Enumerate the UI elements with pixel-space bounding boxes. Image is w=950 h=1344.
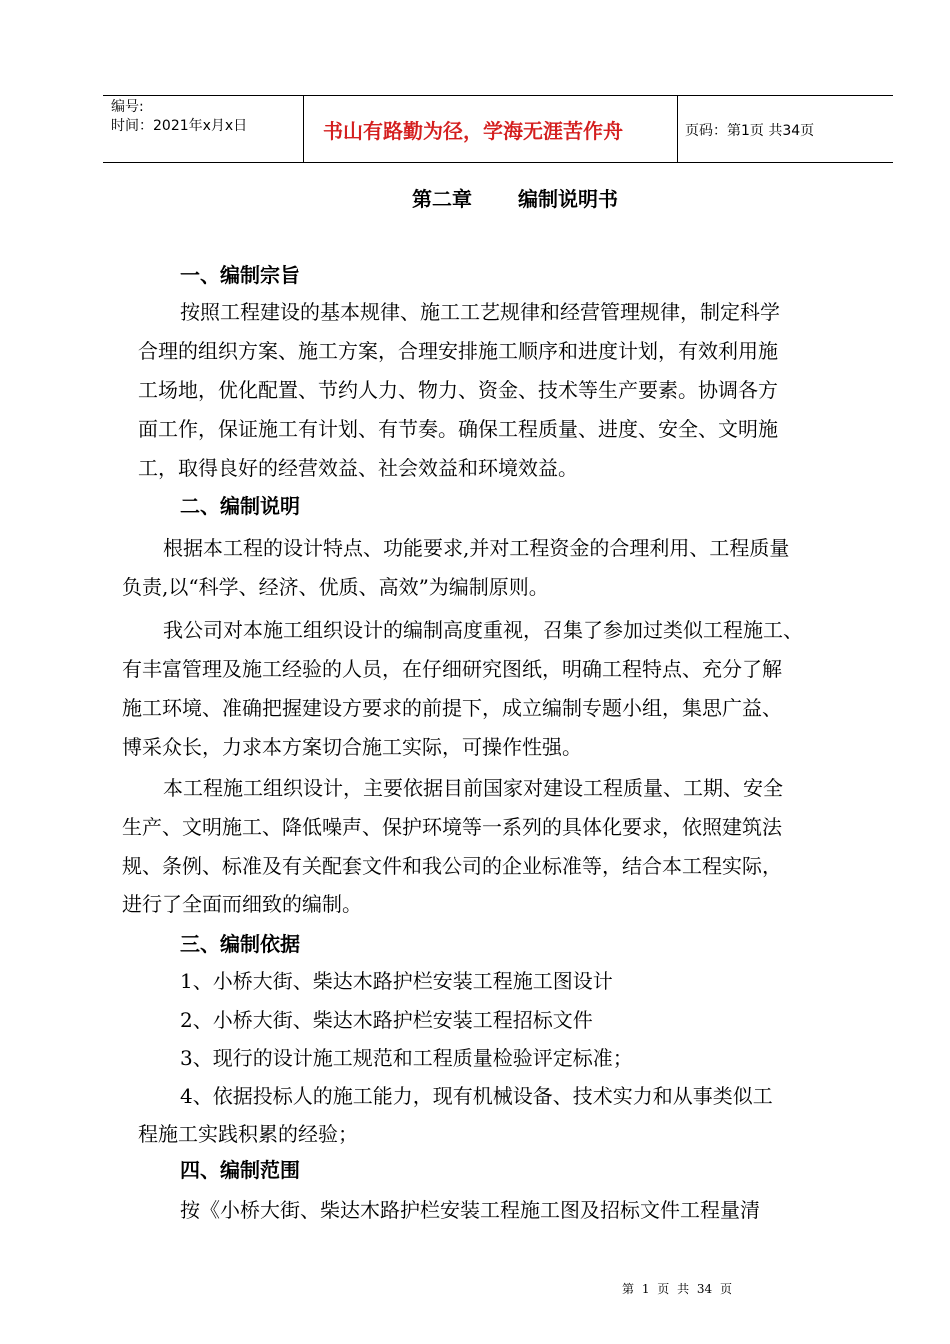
section-heading-description: 二、编制说明 bbox=[180, 494, 300, 518]
paragraph-line: 面工作，保证施工有计划、有节奏。确保工程质量、进度、安全、文明施 bbox=[138, 417, 778, 441]
paragraph-line: 博采众长，力求本方案切合施工实际，可操作性强。 bbox=[122, 735, 582, 759]
page-footer: 第 1 页 共 34 页 bbox=[622, 1282, 732, 1296]
header-bottom-rule bbox=[103, 162, 893, 163]
header-motto: 书山有路勤为径，学海无涯苦作舟 bbox=[323, 119, 623, 143]
paragraph-line: 我公司对本施工组织设计的编制高度重视，召集了参加过类似工程施工、 bbox=[163, 618, 803, 642]
paragraph-line: 进行了全面而细致的编制。 bbox=[122, 892, 362, 916]
paragraph-line: 负责,以“科学、经济、优质、高效”为编制原则。 bbox=[122, 575, 549, 599]
paragraph-line: 本工程施工组织设计，主要依据目前国家对建设工程质量、工期、安全 bbox=[163, 776, 783, 800]
section-heading-basis: 三、编制依据 bbox=[180, 932, 300, 956]
header-number-label: 编号: bbox=[111, 99, 144, 115]
list-item-continuation: 程施工实践积累的经验； bbox=[138, 1122, 358, 1146]
header-page-label: 页码：第1页 共34页 bbox=[685, 123, 815, 139]
header-top-rule bbox=[103, 95, 893, 96]
list-item: 4、依据投标人的施工能力，现有机械设备、技术实力和从事类似工 bbox=[180, 1084, 773, 1108]
paragraph-line: 施工环境、准确把握建设方要求的前提下，成立编制专题小组，集思广益、 bbox=[122, 696, 782, 720]
header-date-label: 时间：2021年x月x日 bbox=[111, 118, 248, 134]
chapter-number: 第二章 bbox=[412, 187, 472, 211]
paragraph-line: 有丰富管理及施工经验的人员，在仔细研究图纸，明确工程特点、充分了解 bbox=[122, 657, 782, 681]
paragraph-line: 根据本工程的设计特点、功能要求,并对工程资金的合理利用、工程质量 bbox=[163, 536, 790, 560]
paragraph-line: 合理的组织方案、施工方案，合理安排施工顺序和进度计划，有效利用施 bbox=[138, 339, 778, 363]
list-item: 3、现行的设计施工规范和工程质量检验评定标准； bbox=[180, 1046, 633, 1070]
chapter-name: 编制说明书 bbox=[518, 187, 618, 211]
section-heading-scope: 四、编制范围 bbox=[180, 1158, 300, 1182]
header-divider-right bbox=[677, 95, 678, 163]
paragraph-line: 按照工程建设的基本规律、施工工艺规律和经营管理规律，制定科学 bbox=[180, 300, 780, 324]
chapter-title bbox=[412, 186, 618, 212]
paragraph-line: 规、条例、标准及有关配套文件和我公司的企业标准等，结合本工程实际， bbox=[122, 854, 782, 878]
list-item: 1、小桥大街、柴达木路护栏安装工程施工图设计 bbox=[180, 969, 613, 993]
paragraph-line: 工场地，优化配置、节约人力、物力、资金、技术等生产要素。协调各方 bbox=[138, 378, 778, 402]
paragraph-line: 按《小桥大街、柴达木路护栏安装工程施工图及招标文件工程量清 bbox=[180, 1198, 760, 1222]
paragraph-line: 工，取得良好的经营效益、社会效益和环境效益。 bbox=[138, 456, 578, 480]
paragraph-line: 生产、文明施工、降低噪声、保护环境等一系列的具体化要求，依照建筑法 bbox=[122, 815, 782, 839]
list-item: 2、小桥大街、柴达木路护栏安装工程招标文件 bbox=[180, 1008, 593, 1032]
header-divider-left bbox=[303, 95, 304, 163]
section-heading-purpose: 一、编制宗旨 bbox=[180, 263, 300, 287]
